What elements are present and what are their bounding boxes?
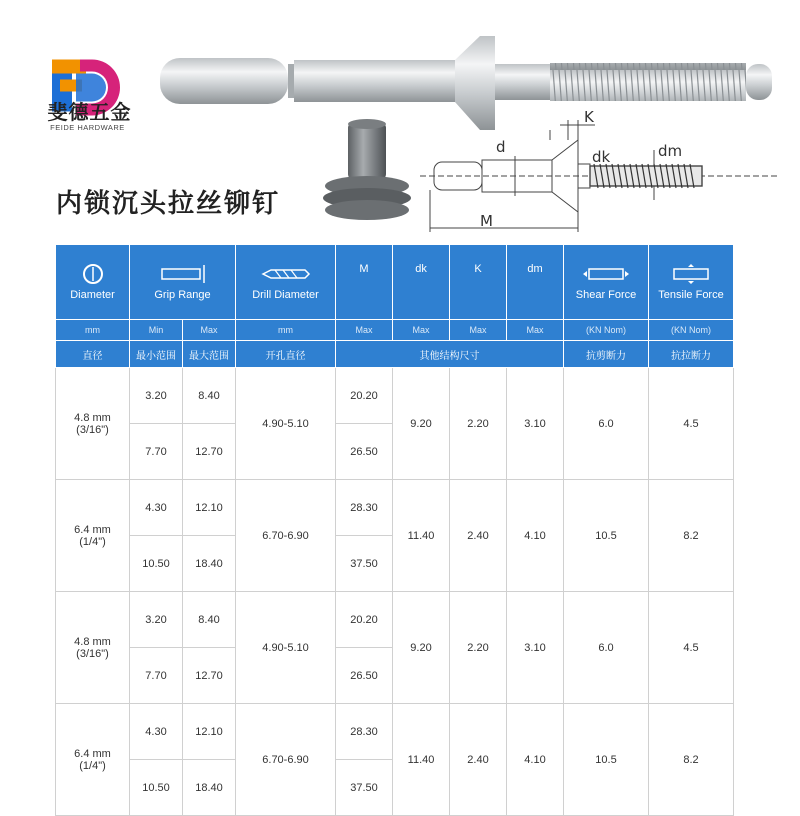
unit-diameter: mm — [56, 320, 130, 341]
cell-m: 37.50 — [336, 760, 393, 816]
header-k: K — [450, 245, 507, 320]
cell-m: 28.30 — [336, 704, 393, 760]
cn-drill: 开孔直径 — [236, 341, 336, 368]
label-k: K — [584, 108, 594, 126]
cell-diameter — [56, 592, 130, 704]
collar-photo — [318, 118, 418, 228]
cell-grip-min: 3.20 — [130, 592, 183, 648]
cell-tensile: 4.5 — [649, 592, 734, 704]
table-row — [56, 368, 734, 424]
diameter-mm: 4.8 mm — [74, 411, 111, 424]
diameter-inch: (1/4") — [79, 759, 106, 772]
cell-dk: 9.20 — [393, 368, 450, 480]
cell-grip-min: 7.70 — [130, 648, 183, 704]
cell-drill: 6.70-6.90 — [236, 480, 336, 592]
brand-name-en: FEIDE HARDWARE — [50, 123, 125, 132]
diameter-mm: 6.4 mm — [74, 523, 111, 536]
unit-grip-min: Min — [130, 320, 183, 341]
table-row — [56, 704, 734, 760]
label-dk: dk — [592, 148, 611, 166]
cell-grip-max: 12.70 — [183, 648, 236, 704]
cell-grip-max: 18.40 — [183, 536, 236, 592]
diameter-mm: 4.8 mm — [74, 635, 111, 648]
header-shear-force: Shear Force — [564, 245, 649, 320]
table-row — [56, 480, 734, 536]
cell-drill: 4.90-5.10 — [236, 368, 336, 480]
cn-diameter: 直径 — [56, 341, 130, 368]
unit-dk: Max — [393, 320, 450, 341]
diameter-inch: (3/16") — [76, 423, 109, 436]
cn-grip-min: 最小范围 — [130, 341, 183, 368]
cell-shear: 6.0 — [564, 368, 649, 480]
header-tensile-force: Tensile Force — [649, 245, 734, 320]
cell-dm: 4.10 — [507, 480, 564, 592]
cell-drill: 6.70-6.90 — [236, 704, 336, 816]
diameter-inch: (3/16") — [76, 647, 109, 660]
header-diameter: Diameter — [56, 245, 130, 320]
unit-m: Max — [336, 320, 393, 341]
unit-k: Max — [450, 320, 507, 341]
diameter-icon — [82, 263, 104, 285]
cell-shear: 6.0 — [564, 592, 649, 704]
product-title: 内锁沉头拉丝铆钉 — [56, 189, 281, 219]
drill-bit-icon — [261, 263, 311, 285]
cell-m: 37.50 — [336, 536, 393, 592]
unit-drill: mm — [236, 320, 336, 341]
cell-drill: 4.90-5.10 — [236, 592, 336, 704]
cell-grip-max: 8.40 — [183, 368, 236, 424]
cell-dk: 11.40 — [393, 704, 450, 816]
cell-tensile: 8.2 — [649, 704, 734, 816]
cell-grip-max: 8.40 — [183, 592, 236, 648]
cell-shear: 10.5 — [564, 480, 649, 592]
cell-diameter — [56, 480, 130, 592]
header-dk: dk — [393, 245, 450, 320]
cell-diameter — [56, 704, 130, 816]
cn-other-dims: 其他结构尺寸 — [336, 341, 564, 368]
diameter-mm: 6.4 mm — [74, 747, 111, 760]
cell-k: 2.20 — [450, 592, 507, 704]
header-grip-range: Grip Range — [130, 245, 236, 320]
cell-tensile: 4.5 — [649, 368, 734, 480]
header-dm: dm — [507, 245, 564, 320]
header-drill-diameter: Drill Diameter — [236, 245, 336, 320]
brand-name-cn: 斐德五金 — [47, 100, 132, 124]
cell-m: 20.20 — [336, 368, 393, 424]
cell-grip-max: 12.10 — [183, 704, 236, 760]
cell-grip-min: 4.30 — [130, 480, 183, 536]
unit-shear: (KN Nom) — [564, 320, 649, 341]
unit-tensile: (KN Nom) — [649, 320, 734, 341]
grip-range-icon — [158, 263, 208, 285]
cell-diameter — [56, 368, 130, 480]
cell-grip-min: 7.70 — [130, 424, 183, 480]
cell-dk: 9.20 — [393, 592, 450, 704]
cell-m: 28.30 — [336, 480, 393, 536]
cn-tensile: 抗拉断力 — [649, 341, 734, 368]
tensile-force-icon — [666, 263, 716, 285]
cell-grip-min: 10.50 — [130, 760, 183, 816]
cn-shear: 抗剪断力 — [564, 341, 649, 368]
cell-grip-max: 12.70 — [183, 424, 236, 480]
cell-dm: 3.10 — [507, 592, 564, 704]
shear-force-icon — [581, 263, 631, 285]
cell-grip-min: 4.30 — [130, 704, 183, 760]
technical-drawing — [420, 100, 800, 240]
cell-grip-max: 12.10 — [183, 480, 236, 536]
cell-grip-max: 18.40 — [183, 760, 236, 816]
label-dm: dm — [658, 142, 683, 160]
spec-table — [55, 244, 734, 816]
cell-k: 2.40 — [450, 480, 507, 592]
unit-grip-max: Max — [183, 320, 236, 341]
unit-dm: Max — [507, 320, 564, 341]
cell-dk: 11.40 — [393, 480, 450, 592]
cell-tensile: 8.2 — [649, 480, 734, 592]
cell-m: 20.20 — [336, 592, 393, 648]
label-m: M — [480, 212, 493, 230]
cell-m: 26.50 — [336, 648, 393, 704]
table-row — [56, 592, 734, 648]
cell-shear: 10.5 — [564, 704, 649, 816]
cell-grip-min: 3.20 — [130, 368, 183, 424]
cell-dm: 4.10 — [507, 704, 564, 816]
label-d: d — [496, 138, 506, 156]
cell-dm: 3.10 — [507, 368, 564, 480]
header-m: M — [336, 245, 393, 320]
cell-grip-min: 10.50 — [130, 536, 183, 592]
cell-k: 2.40 — [450, 704, 507, 816]
diameter-inch: (1/4") — [79, 535, 106, 548]
cell-k: 2.20 — [450, 368, 507, 480]
cell-m: 26.50 — [336, 424, 393, 480]
cn-grip-max: 最大范围 — [183, 341, 236, 368]
